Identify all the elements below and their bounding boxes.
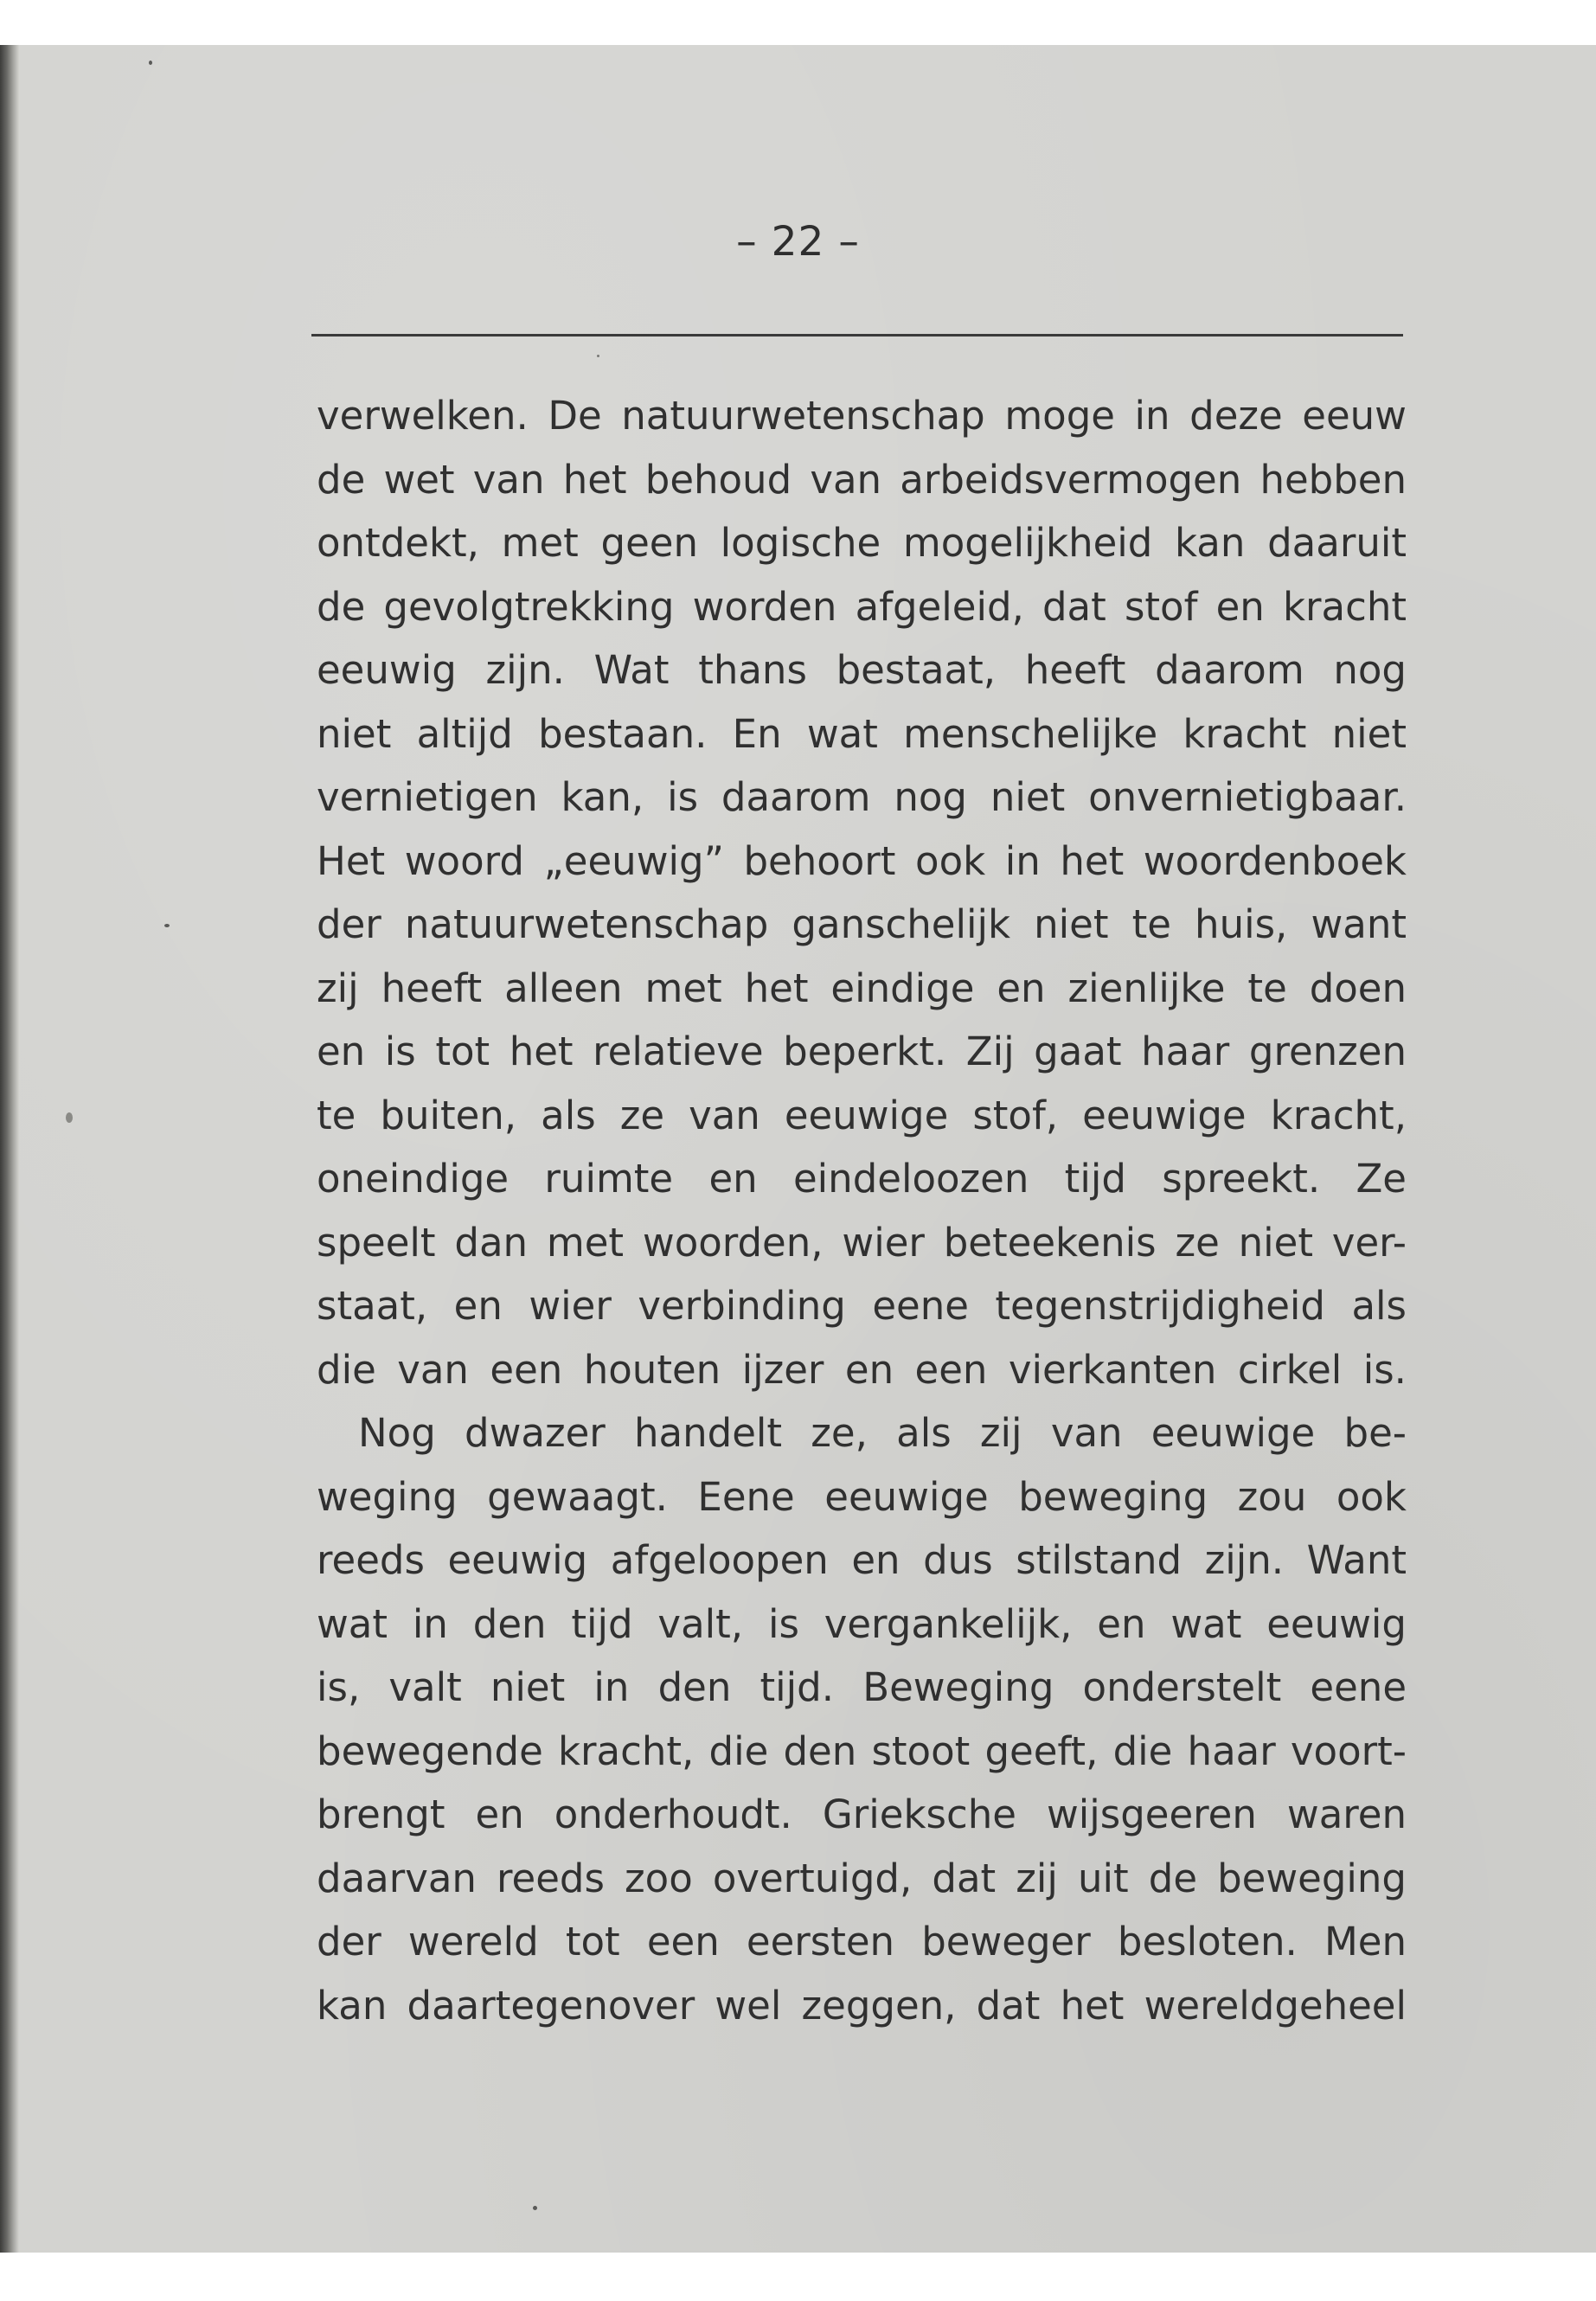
text-line: de gevolgtrekking worden afgeleid, dat stof en kracht xyxy=(317,583,1407,630)
text-line: zij heeft alleen met het eindige en zienlijke te doen xyxy=(317,965,1407,1011)
text-line: Het woord „eeuwig” behoort ook in het woordenboek xyxy=(317,837,1407,884)
text-line: daarvan reeds zoo overtuigd, dat zij uit de beweging xyxy=(317,1855,1407,1901)
text-line: kan daartegenover wel zeggen, dat het wereldgeheel xyxy=(317,1982,1407,2029)
text-line: reeds eeuwig afgeloopen en dus stilstand zijn. Want xyxy=(317,1537,1407,1583)
text-line: vernietigen kan, is daarom nog niet onvernietigbaar. xyxy=(317,774,1407,820)
text-line: speelt dan met woorden, wier beteekenis ze niet ver- xyxy=(317,1219,1407,1266)
paper-speck xyxy=(597,355,599,357)
paper-speck xyxy=(164,924,170,927)
text-line: bewegende kracht, die den stoot geeft, die haar voort- xyxy=(317,1727,1407,1774)
binding-edge xyxy=(0,45,19,2253)
text-line: en is tot het relatieve beperkt. Zij gaat haar grenzen xyxy=(317,1029,1407,1074)
text-line: eeuwig zijn. Wat thans bestaat, heeft daarom nog xyxy=(317,647,1407,693)
paper-speck xyxy=(533,2206,537,2210)
text-line: te buiten, als ze van eeuwige stof, eeuwige kracht, xyxy=(317,1092,1407,1138)
paper-speck xyxy=(66,1112,73,1123)
text-line: die van een houten ijzer en een vierkanten cirkel is. xyxy=(317,1346,1407,1393)
paper-speck xyxy=(149,61,152,65)
text-line: verwelken. De natuurwetenschap moge in deze eeuw xyxy=(317,393,1407,439)
text-line: der natuurwetenschap ganschelijk niet te huis, want xyxy=(317,901,1407,947)
text-line: Nog dwazer handelt ze, als zij van eeuwige be- xyxy=(358,1410,1407,1456)
body-text xyxy=(317,384,1407,2037)
text-line: ontdekt, met geen logische mogelijkheid kan daaruit xyxy=(317,520,1407,566)
text-line: is, valt niet in den tijd. Beweging onderstelt eene xyxy=(317,1664,1407,1710)
text-line: niet altijd bestaan. En wat menschelijke kracht niet xyxy=(317,710,1407,757)
text-line: brengt en onderhoudt. Grieksche wijsgeeren waren xyxy=(317,1791,1407,1837)
text-line: staat, en wier verbinding eene tegenstrijdigheid als xyxy=(317,1283,1407,1329)
text-line: de wet van het behoud van arbeidsvermogen hebben xyxy=(317,456,1407,503)
header-rule xyxy=(311,334,1403,336)
text-line: wat in den tijd valt, is vergankelijk, en wat eeuwig xyxy=(317,1600,1407,1647)
text-line: weging gewaagt. Eene eeuwige beweging zou ook xyxy=(317,1473,1407,1520)
text-line: der wereld tot een eersten beweger besloten. Men xyxy=(317,1919,1407,1965)
text-line: oneindige ruimte en eindeloozen tijd spreekt. Ze xyxy=(317,1156,1407,1202)
page-number: – 22 – xyxy=(736,218,860,266)
